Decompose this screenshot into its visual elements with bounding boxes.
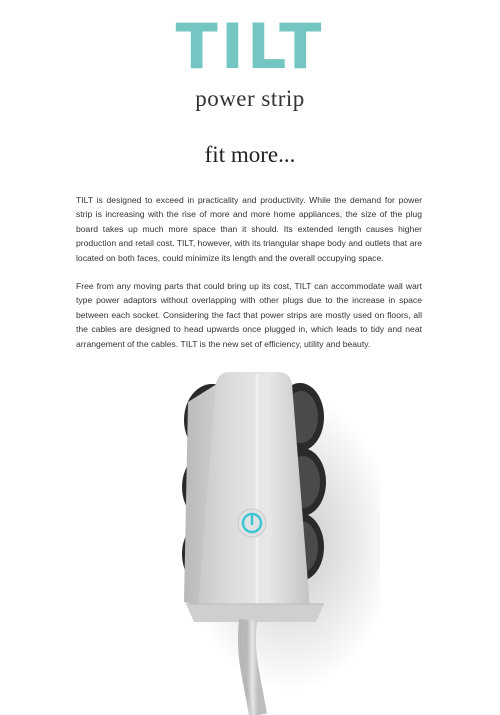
description-paragraph-2: Free from any moving parts that could bring up its cost, TILT can accommodate wall wart type power adaptors without overlapping with other plugs due to the increase in space between each socket. Considering the fact that power strips are mostly used on floors, all the cables are designed to head upwards once plugged in, which leads to tidy and neat arrangement of the cables. TILT is the new set of efficiency, utility and beauty. (76, 281, 422, 349)
tagline: fit more... (204, 142, 296, 167)
power-strip-render (140, 372, 380, 715)
tilt-logo: TILT (175, 10, 325, 83)
base-rim (186, 604, 324, 622)
strip-body (198, 372, 310, 616)
description-paragraph-1: TILT is designed to exceed in practicality and productivity. While the demand for power strip is increasing with the rise of more and more home appliances, the size of the plug board takes up much more space than it should. Its extended length causes higher production and retail cost. TILT, however, with its triangular shape body and outlets that are located on both faces, could minimize its length and the overall occupying space. (76, 195, 422, 263)
product-subtitle: power strip (195, 86, 305, 111)
brand-header (0, 10, 500, 112)
power-button[interactable] (238, 509, 266, 537)
